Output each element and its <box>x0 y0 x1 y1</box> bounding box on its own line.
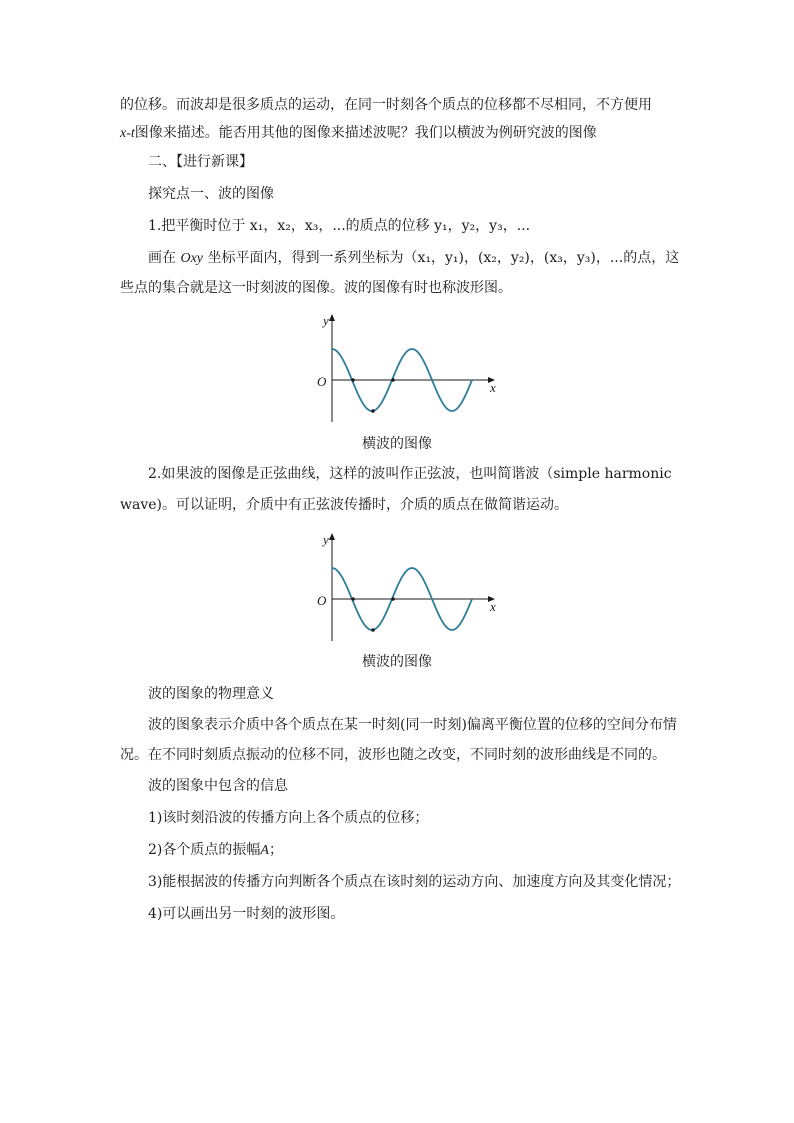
amplitude-variable: A <box>260 843 269 858</box>
info-item-2-text: 2)各个质点的振幅 <box>148 842 261 858</box>
item-2-line-1: 2.如果波的图像是正弦曲线，这样的波叫作正弦波，也叫简谐波（simple harmonic <box>148 466 672 482</box>
intro-line-1: 的位移。而波却是很多质点的运动，在同一时刻各个质点的位移都不尽相同，不方便用 <box>120 97 652 113</box>
info-item-3: 3)能根据波的传播方向判断各个质点在该时刻的运动方向、加速度方向及其变化情况； <box>148 874 681 890</box>
wave-graph-1 <box>312 312 502 424</box>
section-heading: 二、【进行新课】 <box>148 154 253 170</box>
x-axis-label: x <box>490 599 496 614</box>
item-1-cont-b: 坐标平面内，得到一系列坐标为（x₁，y₁)，(x₂，y₂)，(x₃，y₃)，...的点，这 <box>207 250 680 266</box>
intro-line-2-text: 图像来描述。能否用其他的图像来描述波呢？我们以横波为例研究波的图像 <box>134 125 597 141</box>
item-1-line-2: 些点的集合就是这一时刻波的图像。波的图像有时也称波形图。 <box>120 280 512 296</box>
item-1-continuation <box>148 248 708 269</box>
meaning-line-2: 况。在不同时刻质点振动的位移不同，波形也随之改变，不同时刻的波形曲线是不同的。 <box>120 747 666 763</box>
origin-label: O <box>317 374 327 389</box>
wave-figure-1 <box>312 312 502 424</box>
meaning-heading: 波的图象的物理意义 <box>148 686 274 702</box>
y-axis-arrow <box>329 533 335 540</box>
wave-point <box>371 409 375 413</box>
item-1-cont-a: 画在 <box>148 250 176 266</box>
wave-point <box>351 378 355 382</box>
wave-point <box>351 597 355 601</box>
wave-graph-2 <box>312 531 502 643</box>
info-item-4: 4)可以画出另一时刻的波形图。 <box>148 906 345 922</box>
info-heading: 波的图象中包含的信息 <box>148 778 288 794</box>
info-item-2 <box>148 840 708 861</box>
origin-label: O <box>317 593 327 608</box>
item-1: 1.把平衡时位于 x₁，x₂，x₃，...的质点的位移 y₁，y₂，y₃，... <box>148 218 531 234</box>
y-axis-label: y <box>323 532 329 547</box>
y-axis-label: y <box>323 313 329 328</box>
info-item-1: 1)该时刻沿波的传播方向上各个质点的位移； <box>148 810 429 826</box>
wave-point <box>391 597 395 601</box>
oxy-variable: Oxy <box>180 251 203 266</box>
explore-point-heading: 探究点一、波的图像 <box>148 186 274 202</box>
figure-1-caption: 横波的图像 <box>362 436 432 452</box>
wave-point <box>371 628 375 632</box>
y-axis-arrow <box>329 314 335 321</box>
intro-line-2 <box>120 123 680 144</box>
x-axis-label: x <box>490 380 496 395</box>
info-item-2-punct: ； <box>268 842 283 858</box>
wave-figure-2 <box>312 531 502 643</box>
figure-2-caption: 横波的图像 <box>362 654 432 670</box>
meaning-line-1: 波的图象表示介质中各个质点在某一时刻(同一时刻)偏离平衡位置的位移的空间分布情 <box>148 717 677 733</box>
xt-variable: x-t <box>120 126 135 141</box>
wave-point <box>391 378 395 382</box>
item-2-line-2: wave)。可以证明，介质中有正弦波传播时，介质的质点在做简谐运动。 <box>120 497 568 513</box>
